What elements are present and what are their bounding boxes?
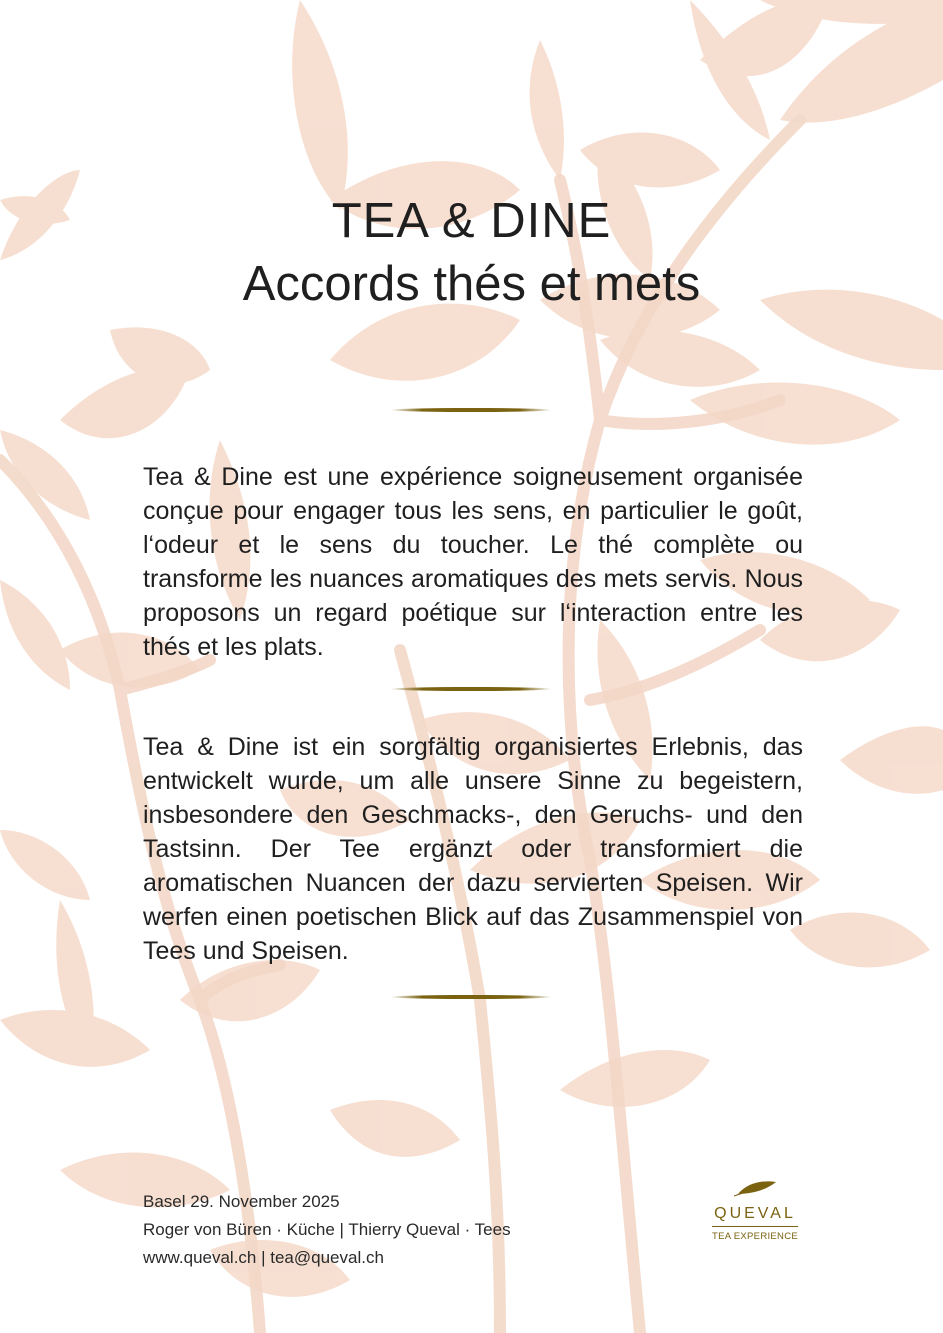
page-title: TEA & DINE bbox=[331, 194, 612, 248]
gold-divider-middle bbox=[390, 687, 552, 691]
credits-line: Roger von Büren · Küche | Thierry Queval · Tees bbox=[143, 1220, 511, 1239]
contact-line: www.queval.ch | tea@queval.ch bbox=[143, 1248, 384, 1267]
title-block bbox=[0, 190, 943, 316]
logo-tagline: TEA EXPERIENCE bbox=[711, 1231, 799, 1242]
logo-name: QUEVAL bbox=[714, 1205, 796, 1222]
queval-logo bbox=[700, 1178, 810, 1242]
tea-leaf-logo-icon bbox=[730, 1178, 780, 1198]
page-subtitle: Accords thés et mets bbox=[242, 257, 701, 311]
gold-divider-bottom bbox=[390, 995, 552, 999]
footer-info bbox=[143, 1188, 511, 1272]
logo-rule bbox=[712, 1226, 798, 1227]
paragraph-french: Tea & Dine est une expérience soigneusement organisée conçue pour engager tous les sens, en particulier le goût, l‘odeur et le sens du toucher. Le thé complète ou transforme les nuances aromatiques des mets servis. Nous proposons un regard poétique sur l‘interaction entre les thés et les plats. bbox=[143, 463, 803, 661]
gold-divider-top bbox=[390, 408, 552, 412]
event-date-location: Basel 29. November 2025 bbox=[143, 1192, 340, 1211]
paragraph-german: Tea & Dine ist ein sorgfältig organisiertes Erlebnis, das entwickelt wurde, um alle unsere Sinne zu begeistern, insbesondere den Geschmacks-, den Geruchs- und den Tastsinn. Der Tee ergänzt oder transformiert die aromatischen Nuancen der dazu servierten Speisen. Wir werfen einen poetischen Blick auf das Zusammenspiel von Tees und Speisen. bbox=[143, 733, 803, 965]
